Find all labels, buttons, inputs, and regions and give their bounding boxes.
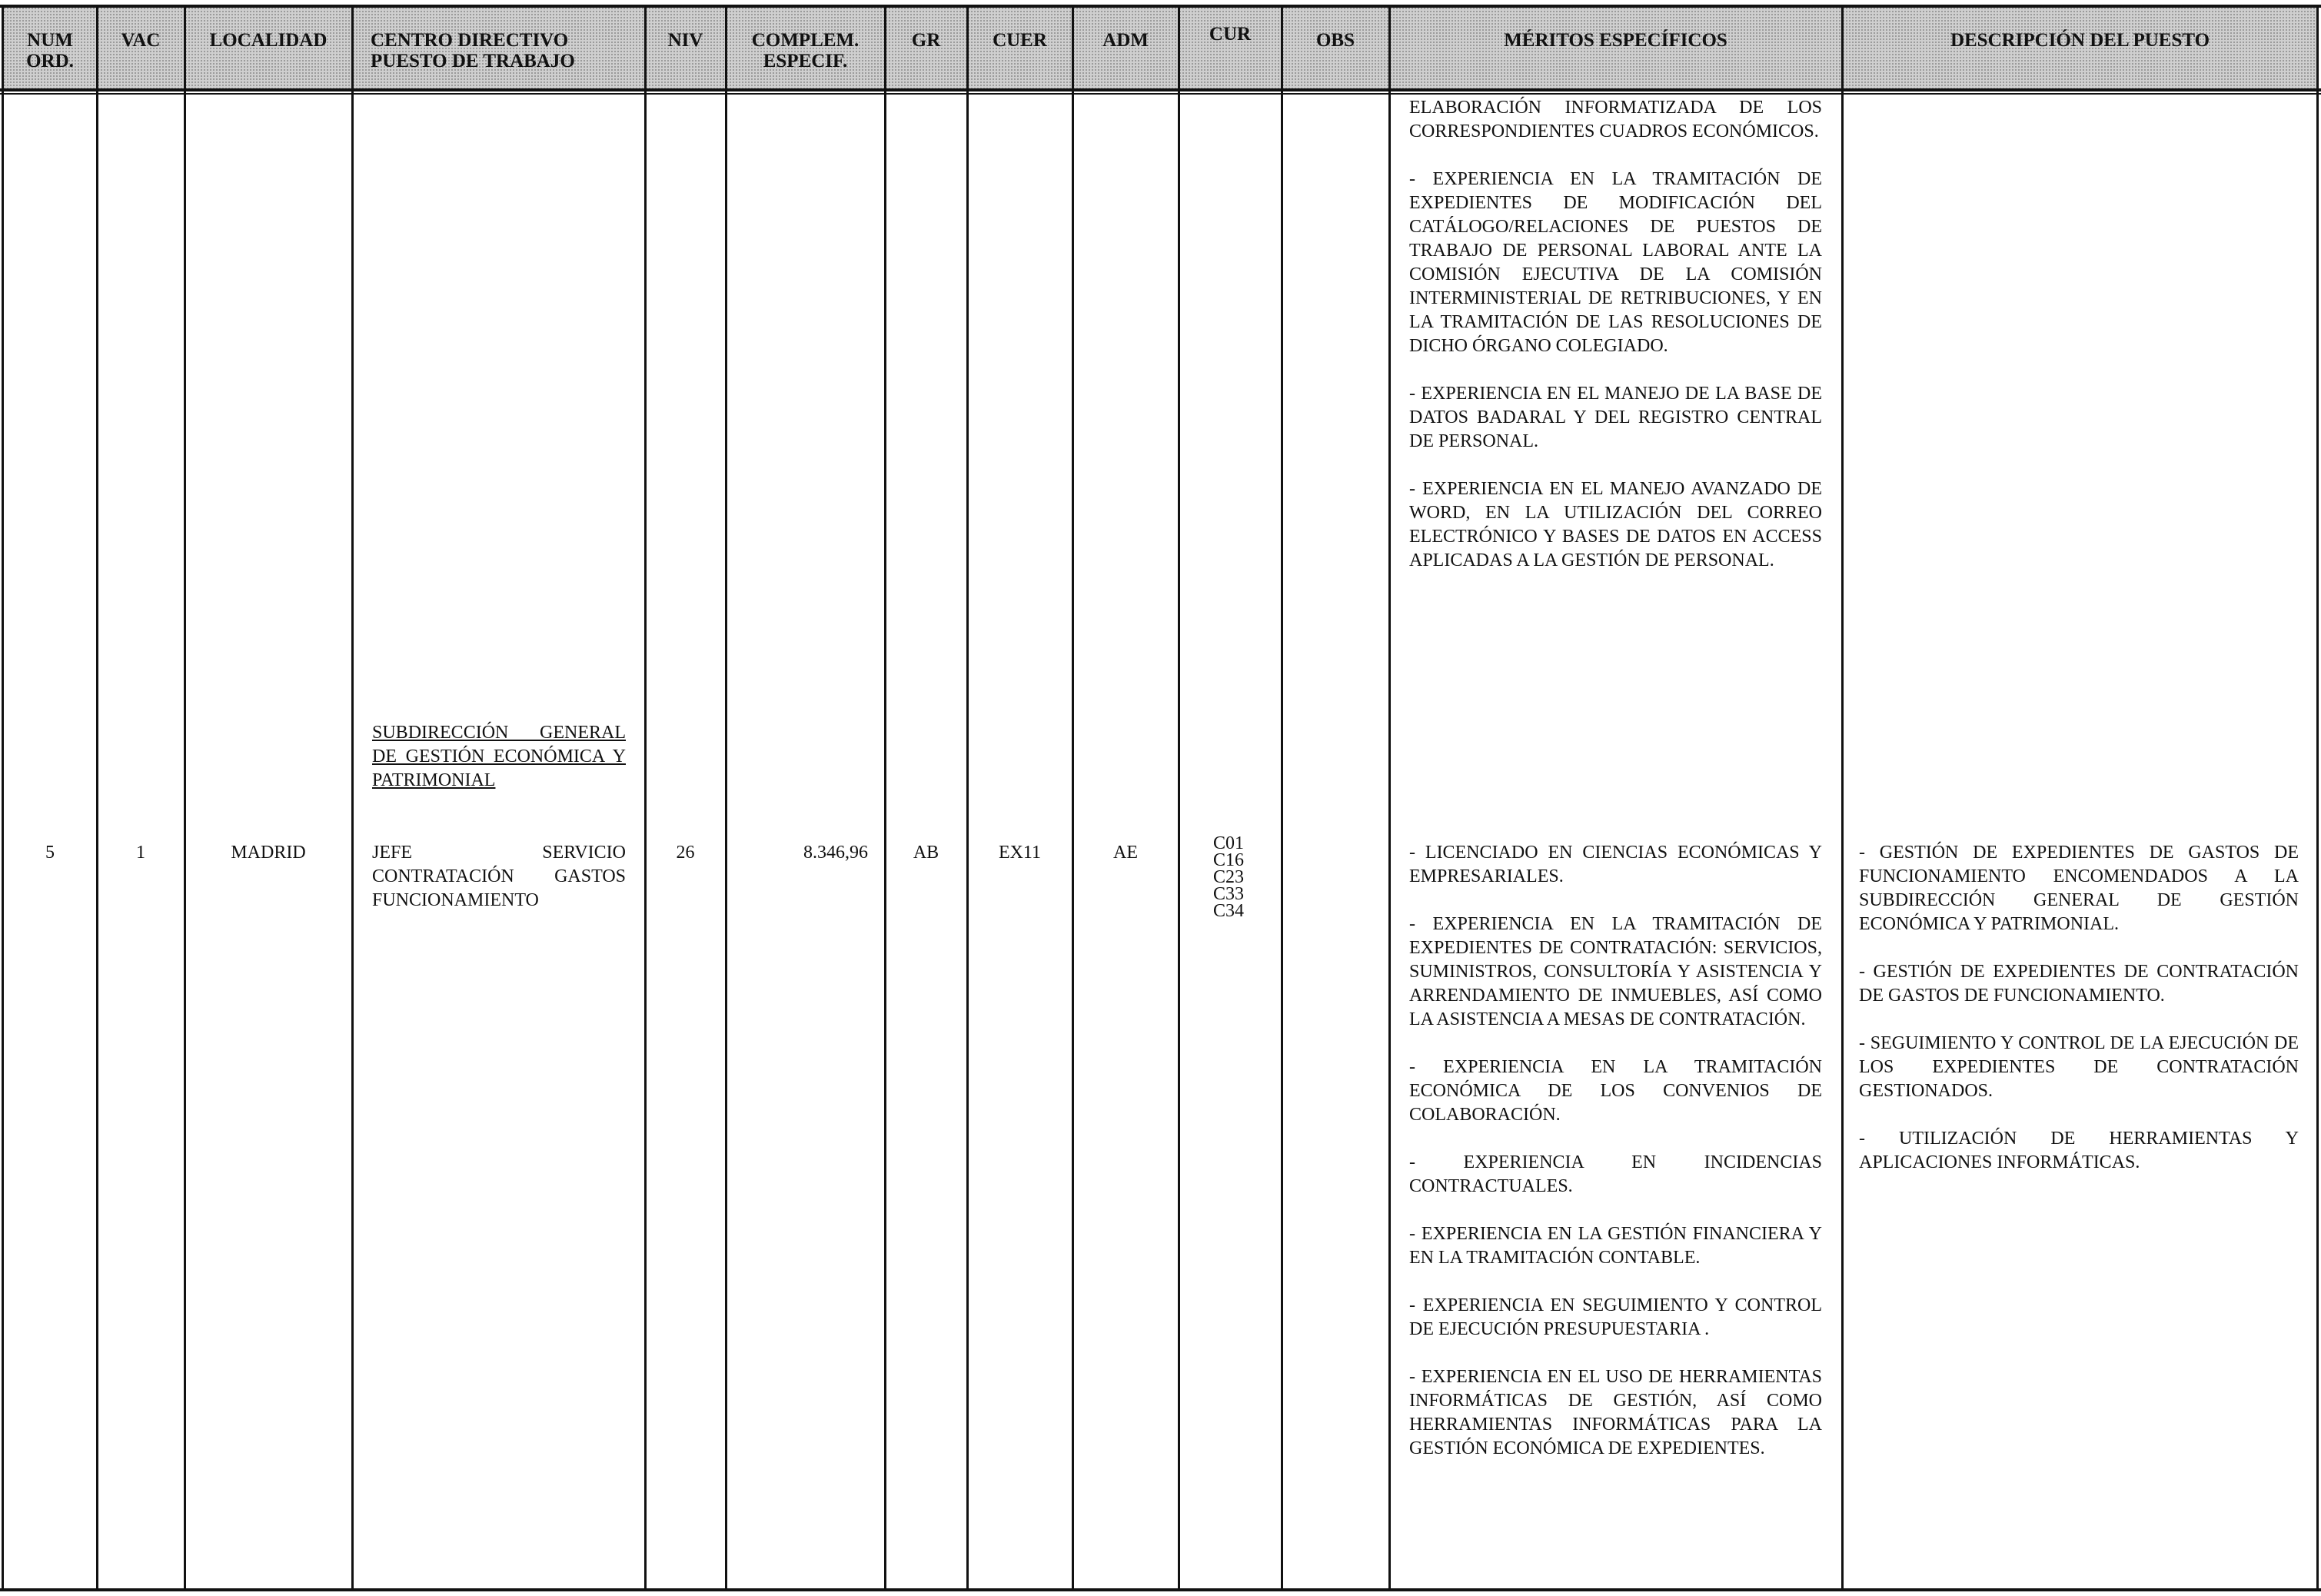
cur-code: C34: [1213, 901, 1245, 921]
header-bottom-border: [0, 88, 2321, 91]
header-num-ord: NUM ORD.: [3, 7, 97, 88]
header-gr: GR: [885, 7, 967, 88]
header-adm: ADM: [1072, 7, 1179, 88]
cell-cuer: EX11: [998, 843, 1042, 863]
header-bottom-border-2: [0, 93, 2321, 95]
cell-vac: 1: [136, 843, 145, 863]
header-cur: CUR: [1179, 7, 1282, 88]
header-meritos: MÉRITOS ESPECÍFICOS: [1389, 7, 1842, 88]
merit-paragraph: - EXPERIENCIA EN LA GESTIÓN FINANCIERA Y EN LA TRAMITACIÓN CONTABLE.: [1409, 1224, 1822, 1268]
cell-descripcion: [1859, 841, 2299, 1175]
description-paragraph: - GESTIÓN DE EXPEDIENTES DE CONTRATACIÓN DE GASTOS DE FUNCIONAMIENTO.: [1859, 962, 2299, 1006]
cur-code: C33: [1213, 884, 1245, 904]
merit-paragraph: - EXPERIENCIA EN LA TRAMITACIÓN DE EXPEDIENTES DE MODIFICACIÓN DEL CATÁLOGO/RELACIONES DE PUESTOS DE TRABAJO DE PERSONAL LABORAL ANTE LA COMISIÓN EJECUTIVA DE LA COMISIÓN INTERMINISTERIAL DE RETRIBUCIONES, Y EN LA TRAMITACIÓN DE LAS RESOLUCIONES DE DICHO ÓRGANO COLEGIADO.: [1409, 169, 1822, 356]
column-divider: [184, 5, 186, 1591]
header-vac: VAC: [97, 7, 185, 88]
centro-directivo-name: SUBDIRECCIÓN GENERAL DE GESTIÓN ECONÓMICA Y PATRIMONIAL: [372, 723, 626, 790]
column-divider: [2, 5, 4, 1591]
cur-code: C23: [1213, 867, 1245, 887]
column-divider: [2316, 5, 2319, 1591]
merit-paragraph: - EXPERIENCIA EN LA TRAMITACIÓN ECONÓMICA DE LOS CONVENIOS DE COLABORACIÓN.: [1409, 1057, 1822, 1125]
column-divider: [96, 5, 98, 1591]
cell-gr: AB: [913, 843, 939, 863]
cell-num-ord: 5: [45, 843, 55, 863]
merit-paragraph: - EXPERIENCIA EN EL MANEJO AVANZADO DE WORD, EN LA UTILIZACIÓN DEL CORREO ELECTRÓNICO Y BASES DE DATOS EN ACCESS APLICADAS A LA GESTIÓN DE PERSONAL.: [1409, 479, 1822, 570]
merit-paragraph: - EXPERIENCIA EN EL USO DE HERRAMIENTAS INFORMÁTICAS DE GESTIÓN, ASÍ COMO HERRAMIENTAS INFORMÁTICAS PARA LA GESTIÓN ECONÓMICA DE EXPEDIENTES.: [1409, 1367, 1822, 1458]
prev-row-meritos: [1409, 96, 1822, 573]
column-divider: [1072, 5, 1074, 1591]
description-paragraph: - GESTIÓN DE EXPEDIENTES DE GASTOS DE FUNCIONAMIENTO ENCOMENDADOS A LA SUBDIRECCIÓN GENERAL DE GESTIÓN ECONÓMICA Y PATRIMONIAL.: [1859, 843, 2299, 934]
description-paragraph: - UTILIZACIÓN DE HERRAMIENTAS Y APLICACIONES INFORMÁTICAS.: [1859, 1129, 2299, 1172]
column-divider: [351, 5, 354, 1591]
header-obs: OBS: [1282, 7, 1389, 88]
cell-puesto: [372, 841, 626, 913]
description-paragraph: - SEGUIMIENTO Y CONTROL DE LA EJECUCIÓN DE LOS EXPEDIENTES DE CONTRATACIÓN GESTIONADOS.: [1859, 1033, 2299, 1101]
header-localidad: LOCALIDAD: [185, 7, 352, 88]
column-divider: [1841, 5, 1844, 1591]
cur-code: C16: [1213, 850, 1245, 870]
header-niv: NIV: [645, 7, 726, 88]
header-complem: COMPLEM. ESPECIF.: [726, 7, 885, 88]
column-divider: [1388, 5, 1391, 1591]
merit-paragraph: - EXPERIENCIA EN LA TRAMITACIÓN DE EXPEDIENTES DE CONTRATACIÓN: SERVICIOS, SUMINISTROS, CONSULTORÍA Y ASISTENCIA Y ARRENDAMIENTO DE INMUEBLES, ASÍ COMO LA ASISTENCIA A MESAS DE CONTRATACIÓN.: [1409, 914, 1822, 1029]
column-divider: [1281, 5, 1283, 1591]
cell-complem: 8.346,96: [803, 843, 868, 863]
puesto-de-trabajo: JEFE SERVICIO CONTRATACIÓN GASTOS FUNCIONAMIENTO: [372, 843, 626, 910]
header-cuer: CUER: [967, 7, 1072, 88]
column-divider: [644, 5, 647, 1591]
cell-niv: 26: [676, 843, 695, 863]
merit-paragraph: - EXPERIENCIA EN SEGUIMIENTO Y CONTROL DE EJECUCIÓN PRESUPUESTARIA .: [1409, 1295, 1822, 1339]
merit-paragraph: - EXPERIENCIA EN EL MANEJO DE LA BASE DE DATOS BADARAL Y DEL REGISTRO CENTRAL DE PERSONAL.: [1409, 384, 1822, 451]
cell-cur: [1213, 835, 1275, 919]
table-bottom-border: [0, 1588, 2321, 1591]
column-divider: [725, 5, 727, 1591]
cell-localidad: MADRID: [231, 843, 306, 863]
header-centro-directivo: CENTRO DIRECTIVO PUESTO DE TRABAJO: [352, 7, 645, 88]
column-divider: [884, 5, 886, 1591]
cell-adm: AE: [1113, 843, 1138, 863]
merit-paragraph: - EXPERIENCIA EN INCIDENCIAS CONTRACTUALES.: [1409, 1152, 1822, 1196]
centro-directivo: [372, 721, 626, 793]
column-divider: [1178, 5, 1180, 1591]
column-divider: [966, 5, 969, 1591]
header-descripcion: DESCRIPCIÓN DEL PUESTO: [1842, 7, 2318, 88]
cur-code: C01: [1213, 833, 1245, 853]
cell-meritos: [1409, 841, 1822, 1461]
merit-paragraph: - LICENCIADO EN CIENCIAS ECONÓMICAS Y EMPRESARIALES.: [1409, 843, 1822, 886]
table-top-border: [0, 5, 2321, 8]
merit-paragraph: ELABORACIÓN INFORMATIZADA DE LOS CORRESPONDIENTES CUADROS ECONÓMICOS.: [1409, 98, 1822, 141]
